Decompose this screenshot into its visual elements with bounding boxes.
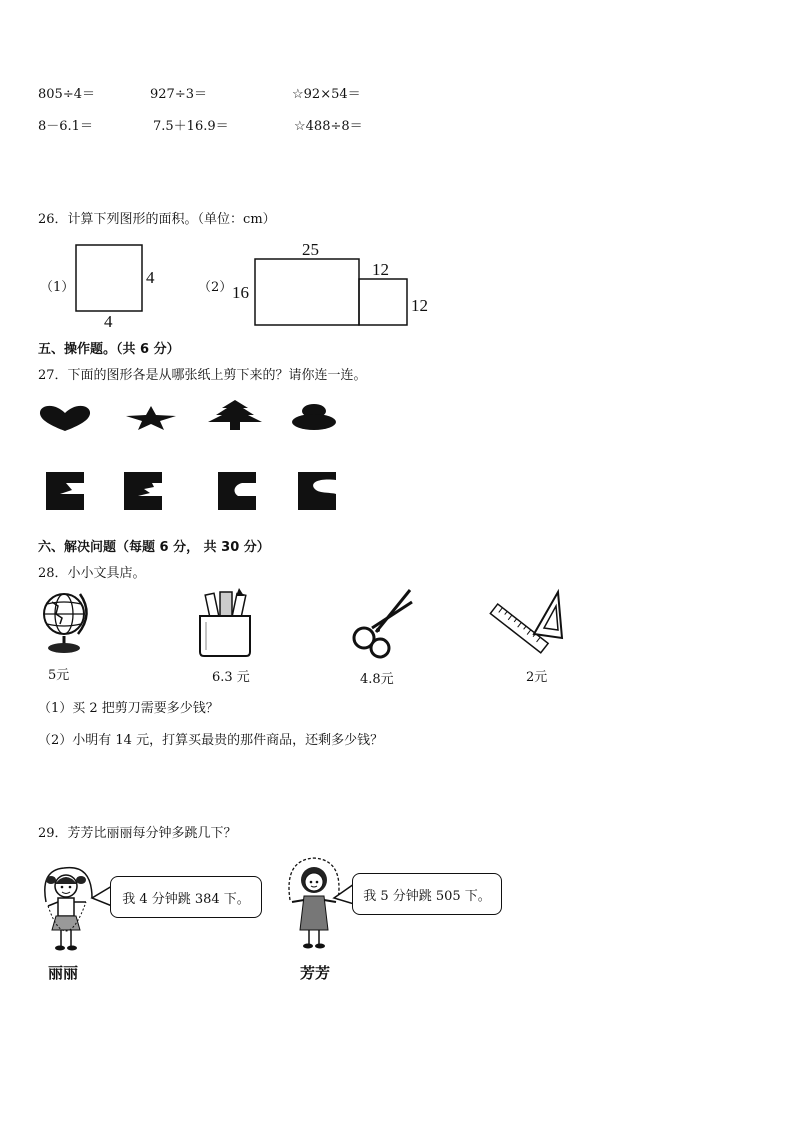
q28-sub2: （2）小明有 14 元，打算买最贵的那件商品，还剩多少钱？	[38, 733, 384, 748]
fangfang-speech: 我 5 分钟跳 505 下。	[363, 888, 491, 904]
fangfang-speech-bubble	[352, 873, 502, 915]
ruler-triangle-icon	[488, 590, 564, 660]
q28-sub1: （1）买 2 把剪刀需要多少钱？	[38, 701, 219, 716]
lili-speech-bubble	[110, 876, 262, 918]
arith-2-3: ☆488÷8＝	[294, 119, 363, 134]
section6-title: 六、解决问题（每题 6 分， 共 30 分）	[38, 540, 270, 555]
q26-fig2-label: （2）	[198, 280, 233, 295]
globe-price: 5元	[48, 668, 70, 683]
paper-cut-2-icon	[124, 472, 162, 510]
fangfang-girl-icon	[282, 856, 346, 956]
lili-name: 丽丽	[48, 964, 79, 982]
lili-speech: 我 4 分钟跳 384 下。	[122, 891, 250, 907]
section5-title: 五、操作题。（共 6 分）	[38, 342, 180, 357]
q26-title: 26．计算下列图形的面积。（单位：cm）	[38, 212, 276, 227]
fig2-left: 16	[232, 283, 249, 302]
arith-1-1: 805÷4＝	[38, 87, 95, 102]
fangfang-name: 芳芳	[300, 964, 331, 982]
ruler-price: 2元	[526, 670, 548, 685]
lili-girl-icon	[36, 862, 100, 958]
q26-fig1-label: （1）	[40, 280, 75, 295]
heart-shape-icon	[38, 404, 92, 432]
fig2-small-right: 12	[411, 296, 428, 315]
q29-title: 29．芳芳比丽丽每分钟多跳几下？	[38, 826, 237, 841]
arith-2-1: 8－6.1＝	[38, 119, 93, 134]
scissors-price: 4.8元	[360, 672, 394, 687]
arrow-shape-icon	[208, 400, 262, 430]
arith-1-2: 927÷3＝	[150, 87, 207, 102]
fig2-top: 25	[302, 240, 319, 259]
scissors-icon	[348, 588, 414, 660]
fig2-small-top: 12	[372, 260, 389, 279]
q28-title: 28．小小文具店。	[38, 566, 146, 581]
square-figure	[0, 0, 794, 360]
paper-cut-4-icon	[298, 472, 336, 510]
arith-2-2: 7.5＋16.9＝	[153, 119, 229, 134]
paper-cut-1-icon	[46, 472, 84, 510]
gourd-shape-icon	[290, 404, 338, 430]
pencil-cup-icon	[196, 588, 254, 658]
fig1-side-bottom: 4	[104, 312, 113, 331]
arith-1-3: ☆92×54＝	[292, 87, 361, 102]
fig1-side-right: 4	[146, 268, 155, 287]
star-shape-icon	[126, 406, 176, 430]
paper-cut-3-icon	[218, 472, 256, 510]
globe-icon	[38, 588, 94, 654]
q27-title: 27．下面的图形各是从哪张纸上剪下来的？请你连一连。	[38, 368, 367, 383]
pencil-cup-price: 6.3 元	[212, 670, 250, 685]
